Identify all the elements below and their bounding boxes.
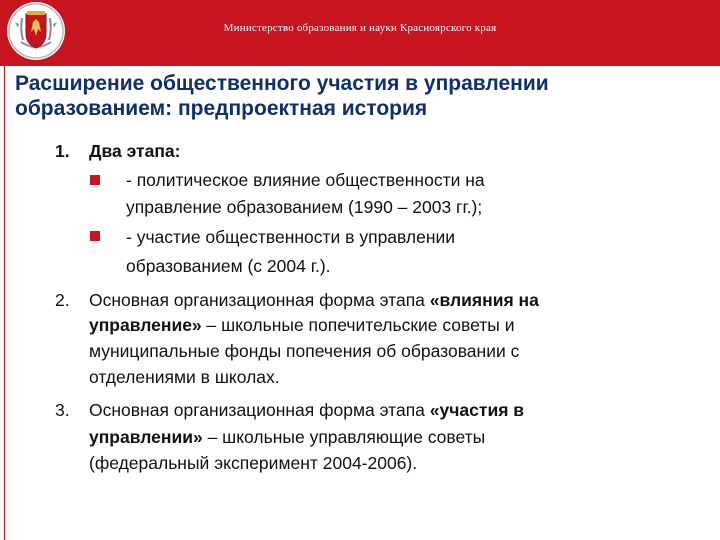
list-item-3-number: 3.	[55, 400, 70, 420]
list-item-3-line-3: (федеральный эксперимент 2004-2006).	[89, 453, 418, 473]
list-item-1-number: 1.	[55, 141, 70, 161]
list-item-2-text: Основная организационная форма этапа	[89, 290, 430, 310]
list-item-3-emphasis-end: управлении»	[89, 427, 203, 447]
list-item-3-emphasis: «участия в	[429, 400, 525, 420]
list-item-1-heading: Два этапа:	[89, 141, 181, 161]
list-item-2-text-cont: – школьные попечительские советы и	[201, 315, 515, 335]
list-item-3-text-cont: – школьные управляющие советы	[202, 427, 486, 447]
list-item-2-number: 2.	[55, 290, 70, 310]
list-item-2-line-2	[89, 314, 515, 337]
list-item-3-line-1	[89, 399, 524, 422]
list-item-2-line-4: отделениями в школах.	[89, 367, 280, 387]
slide-title-line-2: образованием: предпроектная история	[15, 97, 428, 120]
ministry-name: Министерство образования и науки Красноярского края	[223, 22, 497, 34]
sub-bullet-1-line-2: управление образованием (1990 – 2003 гг.);	[126, 197, 483, 217]
sub-bullet-2-line-2: образованием (с 2004 г.).	[126, 256, 331, 276]
list-item-2-emphasis: «влияния на	[429, 290, 539, 310]
list-item-2-line-3: муниципальные фонды попечения об образовании с	[89, 341, 520, 361]
square-bullet-icon	[90, 175, 100, 185]
list-item-2-emphasis-end: управление»	[89, 315, 202, 335]
square-bullet-icon	[90, 231, 100, 241]
sub-bullet-2-line-1: - участие общественности в управлении	[126, 227, 456, 247]
sub-bullet-1-line-1: - политическое влияние общественности на	[126, 170, 485, 190]
list-item-3-line-2	[89, 426, 485, 449]
list-item-2-line-1	[89, 289, 539, 312]
slide-title-line-1: Расширение общественного участия в управлении	[15, 72, 549, 95]
list-item-3-text: Основная организационная форма этапа	[89, 400, 430, 420]
